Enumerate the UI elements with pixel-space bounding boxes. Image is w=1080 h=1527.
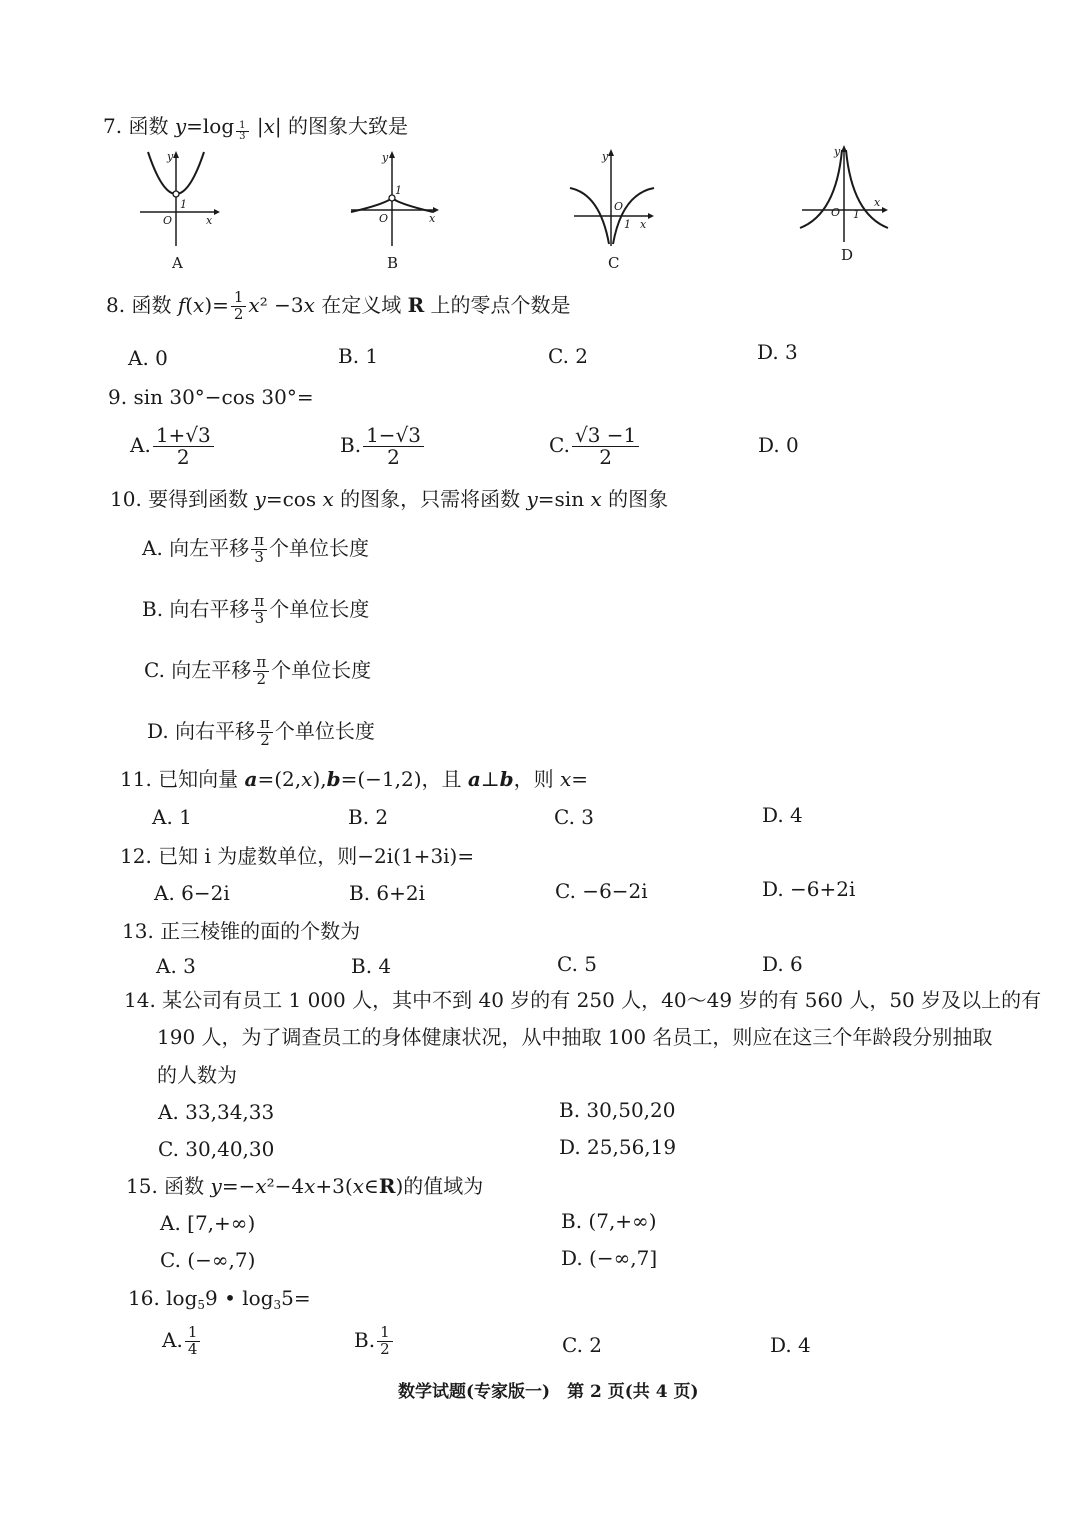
q12-option-c: C. −6−2i	[555, 879, 648, 903]
graph-d-label: D	[841, 246, 854, 264]
q12-option-d: D. −6+2i	[762, 877, 856, 901]
graph-b-label: B	[387, 254, 399, 272]
graph-c	[566, 146, 662, 271]
svg-text:y: y	[834, 145, 841, 158]
q8-option-c: C. 2	[548, 344, 589, 368]
q9-option-b: B. $\frac{1-√3}{2}$	[340, 425, 426, 468]
q13-option-c: C. 5	[557, 952, 598, 976]
axis-y-label: y	[167, 150, 174, 163]
q11-option-a: A. 1	[152, 805, 192, 829]
svg-text:O: O	[831, 206, 841, 219]
q13-option-a: A. 3	[156, 954, 196, 978]
question-15-stem: 15. 函数 y=−x²−4x+3(x∈R)的值域为	[126, 1174, 484, 1198]
q10-option-a: A. 向左平移 $\frac{\pi}{3}$ 个单位长度	[142, 531, 370, 566]
q15-option-b: B. (7,+∞)	[561, 1209, 657, 1233]
q14-option-c: C. 30,40,30	[158, 1137, 275, 1161]
svg-text:x: x	[874, 196, 881, 209]
q15-option-c: C. (−∞,7)	[160, 1248, 256, 1272]
q10-option-d: D. 向右平移 $\frac{\pi}{2}$ 个单位长度	[147, 714, 375, 749]
axis-x-label: x	[206, 214, 213, 227]
question-16-stem: 16. $\log_59$ • $\log_35=$	[128, 1286, 311, 1312]
origin-label: O	[163, 214, 173, 227]
q8-option-a: A. 0	[128, 346, 168, 370]
q13-option-b: B. 4	[351, 954, 392, 978]
q14-option-d: D. 25,56,19	[559, 1135, 677, 1159]
question-8-stem: 8. 函数 f(x)= $\frac{1}{2}$ x² −3x 在定义域 R 上的零点个数是	[106, 288, 571, 323]
q16-option-a: A. $\frac{1}{4}$	[162, 1325, 202, 1358]
q10-option-c: C. 向左平移 $\frac{\pi}{2}$ 个单位长度	[144, 653, 372, 688]
question-14-line-2: 190 人，为了调查员工的身体健康状况，从中抽取 100 名员工，则应在这三个年龄段分别抽取	[157, 1025, 993, 1049]
q11-option-c: C. 3	[554, 805, 595, 829]
page-footer: 数学试题(专家版一) 第 2 页(共 4 页)	[398, 1382, 699, 1402]
graph-b	[345, 148, 445, 273]
q15-option-d: D. (−∞,7]	[561, 1246, 658, 1270]
q8-option-b: B. 1	[338, 344, 379, 368]
q11-option-d: D. 4	[762, 803, 803, 827]
graph-a	[132, 148, 222, 273]
graph-d	[796, 142, 896, 267]
svg-text:O: O	[379, 212, 389, 225]
question-7-stem: 7. 函数 y=log $\frac{1}{3}$ |x| 的图象大致是	[103, 114, 408, 142]
q16-option-b: B. $\frac{1}{2}$	[354, 1325, 395, 1358]
svg-text:x: x	[429, 212, 436, 225]
svg-text:x: x	[640, 218, 647, 231]
question-14-line-3: 的人数为	[157, 1063, 237, 1087]
q9-option-c: C. $\frac{√3 -1}{2}$	[549, 425, 641, 468]
q13-option-d: D. 6	[762, 952, 803, 976]
svg-text:y: y	[602, 150, 609, 163]
svg-text:1: 1	[853, 208, 860, 221]
q12-option-b: B. 6+2i	[349, 881, 426, 905]
q10-option-b: B. 向右平移 $\frac{\pi}{3}$ 个单位长度	[142, 592, 370, 627]
one-label: 1	[180, 198, 187, 211]
q11-option-b: B. 2	[348, 805, 389, 829]
q15-option-a: A. [7,+∞)	[160, 1211, 256, 1235]
question-14-line-1: 14. 某公司有员工 1 000 人，其中不到 40 岁的有 250 人，40～49 岁的有 560 人，50 岁及以上的有	[124, 988, 1042, 1012]
svg-text:y: y	[382, 151, 389, 164]
q8-option-d: D. 3	[757, 340, 798, 364]
question-11-stem: 11. 已知向量 a=(2,x),b=(−1,2)，且 a⊥b，则 x=	[120, 767, 589, 791]
graph-a-label: A	[172, 254, 183, 272]
q14-option-a: A. 33,34,33	[158, 1100, 275, 1124]
q12-option-a: A. 6−2i	[154, 881, 230, 905]
q16-option-d: D. 4	[770, 1333, 811, 1357]
graph-c-label: C	[608, 254, 620, 271]
svg-text:1: 1	[395, 184, 402, 197]
q14-option-b: B. 30,50,20	[559, 1098, 676, 1122]
question-13-stem: 13. 正三棱锥的面的个数为	[122, 919, 361, 943]
svg-text:1: 1	[624, 218, 631, 231]
q16-option-c: C. 2	[562, 1333, 603, 1357]
svg-text:O: O	[614, 200, 624, 213]
question-12-stem: 12. 已知 i 为虚数单位，则−2i(1+3i)=	[120, 844, 475, 868]
q9-option-d: D. 0	[758, 433, 799, 457]
question-9-stem: 9. sin 30°−cos 30°=	[108, 385, 314, 409]
question-10-stem: 10. 要得到函数 y=cos x 的图象，只需将函数 y=sin x 的图象	[110, 487, 669, 511]
q9-option-a: A. $\frac{1+√3}{2}$	[130, 425, 216, 468]
